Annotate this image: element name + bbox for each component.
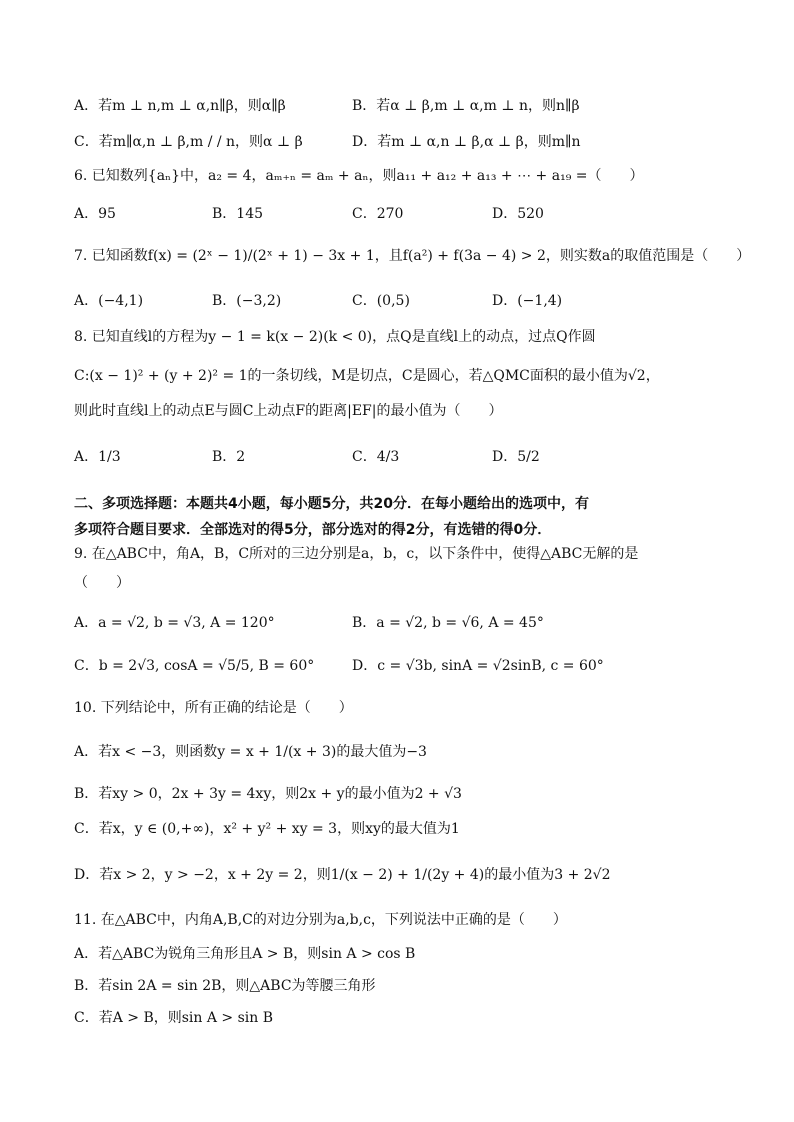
- q10-option-a: A．若x < −3，则函数y = x + 1/(x + 3)的最大值为−3: [74, 744, 427, 760]
- q5-option-a: A．若m ⊥ n,m ⊥ α,n∥β，则α∥β: [74, 98, 286, 114]
- section-2-heading-line-1: 二、多项选择题：本题共4小题，每小题5分，共20分．在每小题给出的选项中，有: [74, 496, 589, 512]
- q11-option-a: A．若△ABC为锐角三角形且A > B，则sin A > cos B: [74, 946, 416, 962]
- q9-option-d: D．c = √3b, sinA = √2sinB, c = 60°: [352, 658, 604, 674]
- q5-option-b: B．若α ⊥ β,m ⊥ α,m ⊥ n，则n∥β: [352, 98, 580, 114]
- q6-stem: 6. 已知数列{aₙ}中，a₂ = 4，aₘ₊ₙ = aₘ + aₙ，则a₁₁ + a₁₂ + a₁₃ + ⋯ + a₁₉ =（ ）: [74, 168, 644, 184]
- q9-option-c: C．b = 2√3, cosA = √5/5, B = 60°: [74, 658, 315, 674]
- q6-option-a: A．95: [74, 206, 116, 222]
- q7-option-a: A．(−4,1): [74, 293, 144, 309]
- q11-stem: 11. 在△ABC中，内角A,B,C的对边分别为a,b,c，下列说法中正确的是（ ）: [74, 912, 567, 928]
- q7-option-d: D．(−1,4): [492, 293, 563, 309]
- q7-option-c: C．(0,5): [352, 293, 410, 309]
- q8-option-b: B．2: [212, 449, 246, 465]
- q8-stem-line-3: 则此时直线l上的动点E与圆C上动点F的距离|EF|的最小值为（ ）: [74, 403, 503, 419]
- q8-stem-line-1: 8. 已知直线l的方程为y − 1 = k(x − 2)(k < 0)，点Q是直线l上的动点，过点Q作圆: [74, 329, 596, 345]
- q6-option-d: D．520: [492, 206, 544, 222]
- q10-option-b: B．若xy > 0，2x + 3y = 4xy，则2x + y的最小值为2 + √3: [74, 786, 462, 802]
- q8-option-c: C．4/3: [352, 449, 400, 465]
- q10-option-c: C．若x，y ∈ (0,+∞)，x² + y² + xy = 3，则xy的最大值为1: [74, 821, 460, 837]
- q5-option-c: C．若m∥α,n ⊥ β,m / / n，则α ⊥ β: [74, 134, 303, 150]
- q7-option-b: B．(−3,2): [212, 293, 282, 309]
- q9-option-b: B．a = √2, b = √6, A = 45°: [352, 615, 544, 631]
- q8-stem-line-2: C:(x − 1)² + (y + 2)² = 1的一条切线，M是切点，C是圆心，若△QMC面积的最小值为√2，: [74, 368, 660, 384]
- q10-stem: 10. 下列结论中，所有正确的结论是（ ）: [74, 700, 353, 716]
- q8-option-a: A．1/3: [74, 449, 121, 465]
- q9-stem: 9. 在△ABC中，角A，B，C所对的三边分别是a，b，c，以下条件中，使得△ABC无解的是: [74, 546, 639, 562]
- q8-option-d: D．5/2: [492, 449, 540, 465]
- q6-option-c: C．270: [352, 206, 404, 222]
- q5-option-d: D．若m ⊥ α,n ⊥ β,α ⊥ β，则m∥n: [352, 134, 581, 150]
- q9-option-a: A．a = √2, b = √3, A = 120°: [74, 615, 275, 631]
- q11-option-c: C．若A > B，则sin A > sin B: [74, 1010, 274, 1026]
- q11-option-b: B．若sin 2A = sin 2B，则△ABC为等腰三角形: [74, 978, 376, 994]
- q9-paren: （ ）: [74, 575, 130, 591]
- section-2-heading-line-2: 多项符合题目要求．全部选对的得5分，部分选对的得2分，有选错的得0分．: [74, 522, 552, 538]
- q6-option-b: B．145: [212, 206, 264, 222]
- q7-stem: 7. 已知函数f(x) = (2ˣ − 1)/(2ˣ + 1) − 3x + 1，且f(a²) + f(3a − 4) > 2，则实数a的取值范围是（ ）: [74, 248, 751, 264]
- q10-option-d: D．若x > 2，y > −2，x + 2y = 2，则1/(x − 2) + 1/(2y + 4)的最小值为3 + 2√2: [74, 867, 611, 883]
